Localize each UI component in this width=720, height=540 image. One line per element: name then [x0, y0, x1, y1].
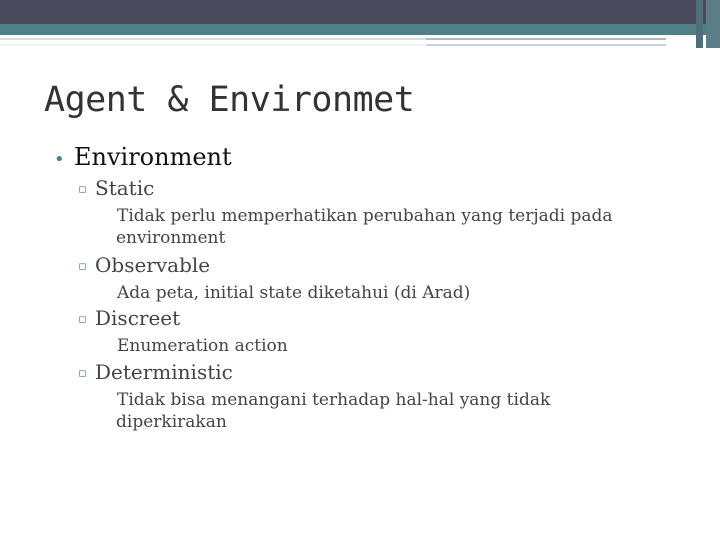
sub-bullet-deterministic	[78, 360, 233, 384]
detail-discreet	[101, 335, 621, 357]
detail-text-continuation: diperkirakan	[116, 412, 227, 432]
header-rule	[426, 38, 666, 40]
bullet-text: Environment	[74, 143, 232, 171]
detail-static	[101, 205, 621, 249]
header-accent-block	[696, 0, 703, 48]
detail-text: Tidak perlu memperhatikan perubahan yang terjadi pada	[117, 206, 613, 226]
bullet-environment	[54, 143, 232, 171]
detail-observable	[101, 282, 621, 304]
detail-text: Tidak bisa menangani terhadap hal-hal yang tidak	[117, 390, 551, 410]
square-bullet-icon: ▫	[78, 366, 87, 381]
sub-bullet-static	[78, 176, 154, 200]
square-bullet-icon: ▫	[78, 259, 87, 274]
sub-bullet-observable	[78, 253, 210, 277]
sub-bullet-label: Deterministic	[95, 360, 233, 384]
header-band-dark	[0, 0, 720, 24]
sub-bullet-label: Static	[95, 176, 155, 200]
square-bullet-icon: ▫	[78, 182, 87, 197]
header-rule	[0, 38, 426, 40]
square-bullet-icon: ▫	[78, 312, 87, 327]
sub-bullet-label: Discreet	[95, 306, 181, 330]
header-band-teal	[0, 24, 720, 35]
header-rule	[0, 44, 426, 46]
detail-deterministic	[101, 389, 621, 433]
detail-text: Enumeration action	[117, 336, 288, 356]
header-rule	[426, 44, 666, 46]
header-accent-block	[706, 0, 720, 48]
detail-text: Ada peta, initial state diketahui (di Arad)	[117, 283, 471, 303]
slide-title: Agent & Environmet	[44, 80, 415, 120]
detail-text-continuation: environment	[116, 228, 226, 248]
sub-bullet-label: Observable	[95, 253, 211, 277]
round-bullet-icon: •	[54, 149, 65, 170]
sub-bullet-discreet	[78, 306, 180, 330]
